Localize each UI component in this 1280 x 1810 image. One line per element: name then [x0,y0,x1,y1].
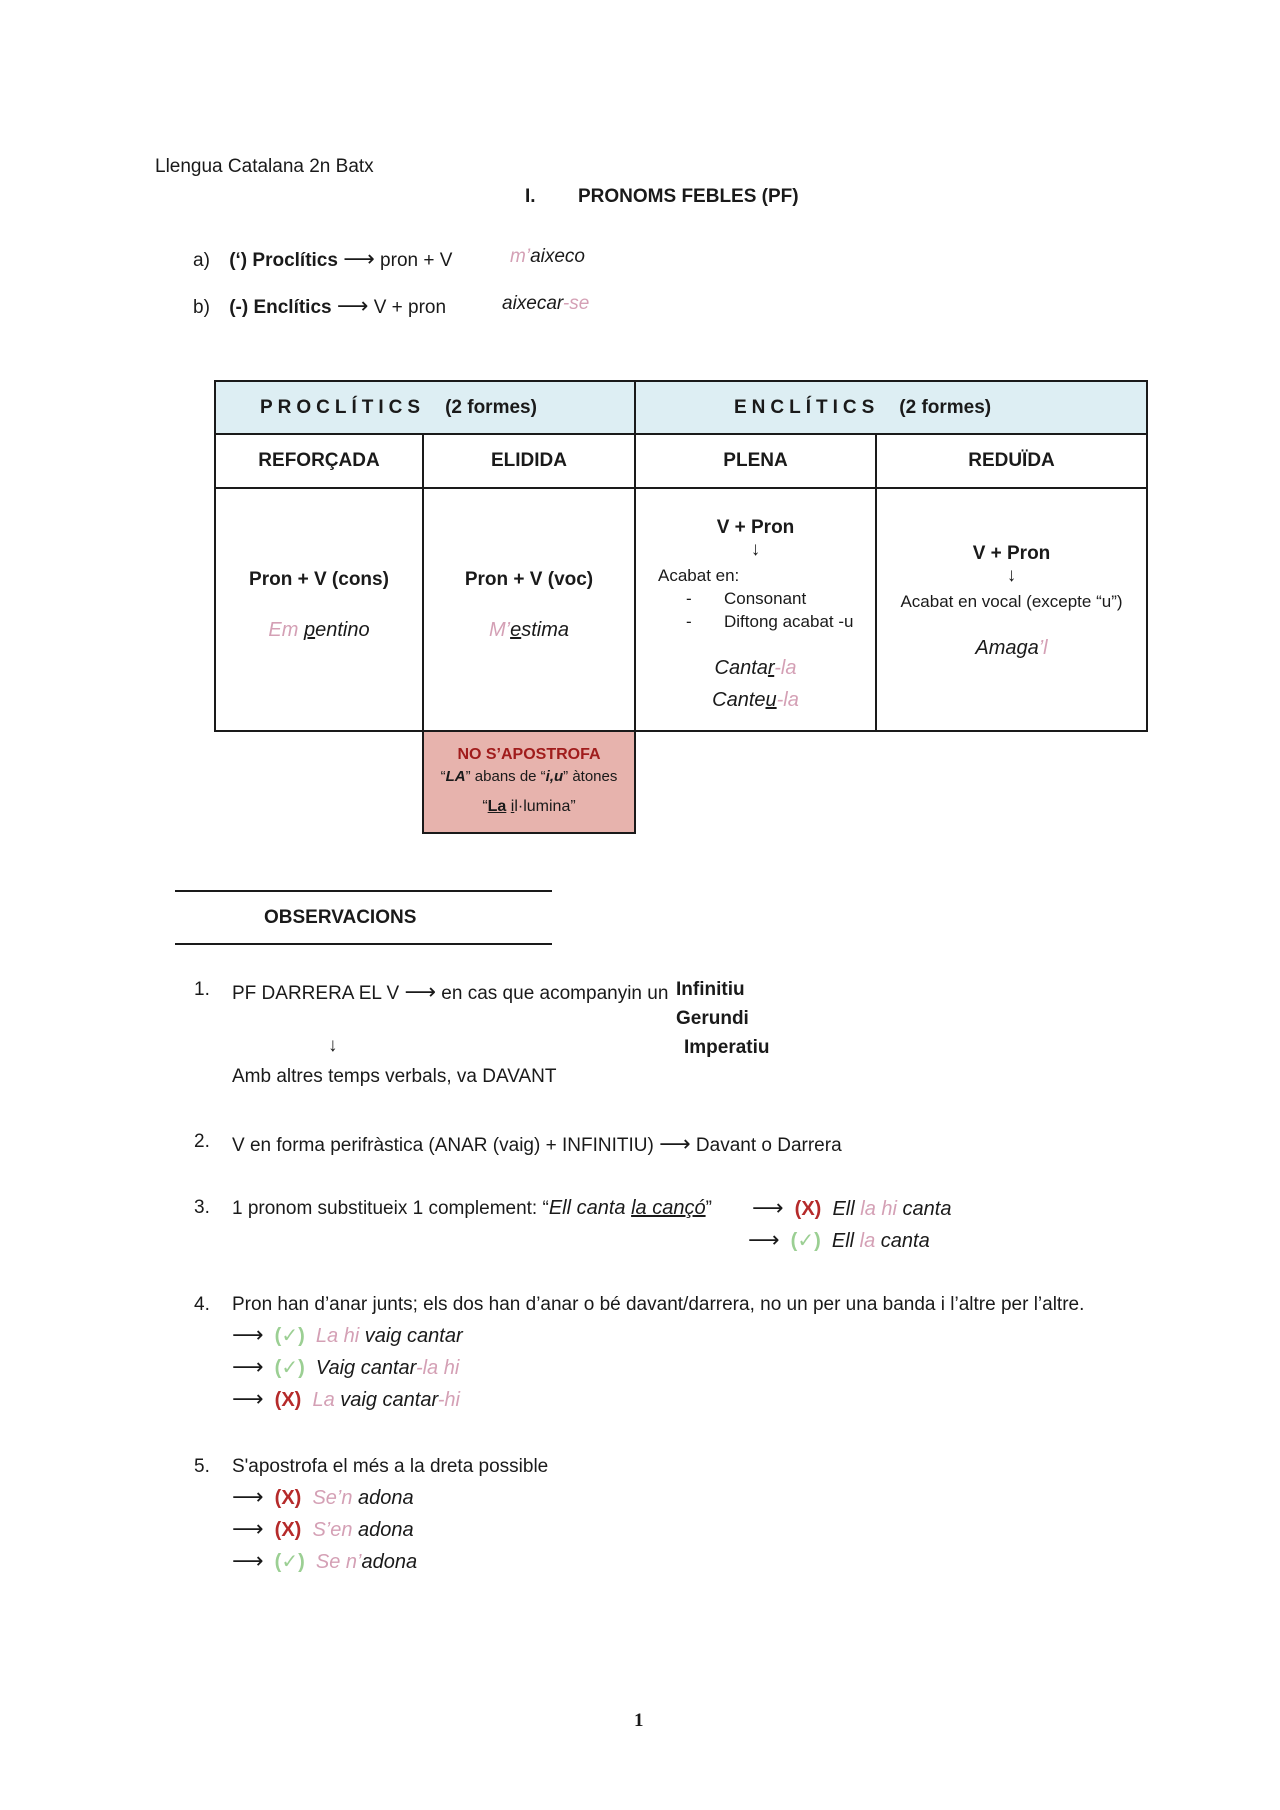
note-example: “La il·lumina” [482,798,576,815]
no-apostrophe-note [422,730,636,834]
note-rule: “LA” abans de “i,u” àtones [440,768,618,785]
elidida-cell [422,487,636,732]
obs-5-line-3: ⟶ (✓) Se n’adona [232,1548,418,1573]
obs-1-text: PF DARRERA EL V ⟶ en cas que acompanyin un [232,979,669,1004]
form-imperatiu: Imperatiu [684,1037,770,1058]
obs-4-line-1: ⟶ (✓) La hi vaig cantar [232,1322,463,1347]
observacions-title: OBSERVACIONS [264,907,417,928]
obs-4-line-3: ⟶ (X) La vaig cantar-hi [232,1386,460,1411]
proclitics-term: (‘) Proclítics [229,250,338,271]
obs-5-line-1: ⟶ (X) Se’n adona [232,1484,414,1509]
obs-4-num: 4. [194,1294,210,1315]
down-arrow-icon: ↓ [750,539,761,560]
dash: - [686,589,692,608]
intro-a [193,246,452,272]
reforcada-cell [214,487,424,732]
obs-4-line-2: ⟶ (✓) Vaig cantar-la hi [232,1354,460,1379]
reduida-ends: Acabat en vocal (excepte “u”) [900,592,1123,611]
obs-2-text: V en forma perifràstica (ANAR (vaig) + INFINITIU) ⟶ Davant o Darrera [232,1131,842,1156]
divider [175,943,552,945]
section-title: PRONOMS FEBLES (PF) [578,186,799,207]
proclitics-example: m’aixeco [510,246,585,267]
arrow-icon: ⟶ [343,246,375,271]
col-elidida: ELIDIDA [422,433,636,489]
proclitics-rule: pron + V [380,250,453,271]
obs-1-else: Amb altres temps verbals, va DAVANT [232,1066,557,1087]
reduida-rule: V + Pron [972,543,1051,564]
reduida-cell [875,487,1148,732]
form-infinitiu: Infinitiu [676,979,745,1000]
reforcada-rule: Pron + V (cons) [249,569,389,590]
plena-example-2: Canteu-la [712,689,799,711]
obs-3-wrong: ⟶ (X) Ell la hi canta [752,1195,952,1220]
obs-5-line-2: ⟶ (X) S’en adona [232,1516,414,1541]
obs-1-num: 1. [194,979,210,1000]
dash: - [686,612,692,631]
col-reforcada: REFORÇADA [214,433,424,489]
obs-2-num: 2. [194,1131,210,1152]
page-number: 1 [634,1710,644,1731]
plena-item-diftong: Diftong acabat -u [724,612,854,631]
intro-b [193,293,446,319]
enclitics-term: (-) Enclítics [229,297,332,318]
down-arrow-icon: ↓ [1006,565,1017,586]
reduida-example: Amaga’l [975,637,1048,659]
proclitics-header: PROCLÍTICS (2 formes) [214,380,636,435]
obs-3-num: 3. [194,1197,210,1218]
course-title: Llengua Catalana 2n Batx [155,156,374,177]
enclitics-example: aixecar-se [502,293,590,314]
obs-4-text: Pron han d’anar junts; els dos han d’anar o bé davant/darrera, no un per una banda i l’altre per l’altre. [232,1294,1085,1315]
note-title: NO S’APOSTROFA [457,746,601,763]
plena-cell [634,487,877,732]
obs-3-right: ⟶ (✓) Ell la canta [748,1227,930,1252]
section-number: I. [525,186,536,207]
form-gerundi: Gerundi [676,1008,749,1029]
plena-item-consonant: Consonant [724,589,807,608]
elidida-example: M’estima [488,619,570,641]
col-reduida: REDUÏDA [875,433,1148,489]
obs-3-text: 1 pronom substitueix 1 complement: “Ell canta la cançó” [232,1197,712,1219]
label-b: b) [193,297,210,318]
col-plena: PLENA [634,433,877,489]
divider [175,890,552,892]
enclitics-rule: V + pron [373,297,447,318]
plena-rule: V + Pron [716,517,795,538]
plena-example-1: Cantar-la [714,657,797,679]
reforcada-example: Em pentino [268,619,370,641]
label-a: a) [193,250,210,271]
enclitics-header: ENCLÍTICS (2 formes) [634,380,1148,435]
arrow-icon: ⟶ [336,293,369,318]
obs-5-text: S'apostrofa el més a la dreta possible [232,1456,549,1477]
elidida-rule: Pron + V (voc) [464,569,594,590]
down-arrow-icon: ↓ [328,1035,338,1056]
plena-ends: Acabat en: [658,566,740,585]
obs-5-num: 5. [194,1456,210,1477]
